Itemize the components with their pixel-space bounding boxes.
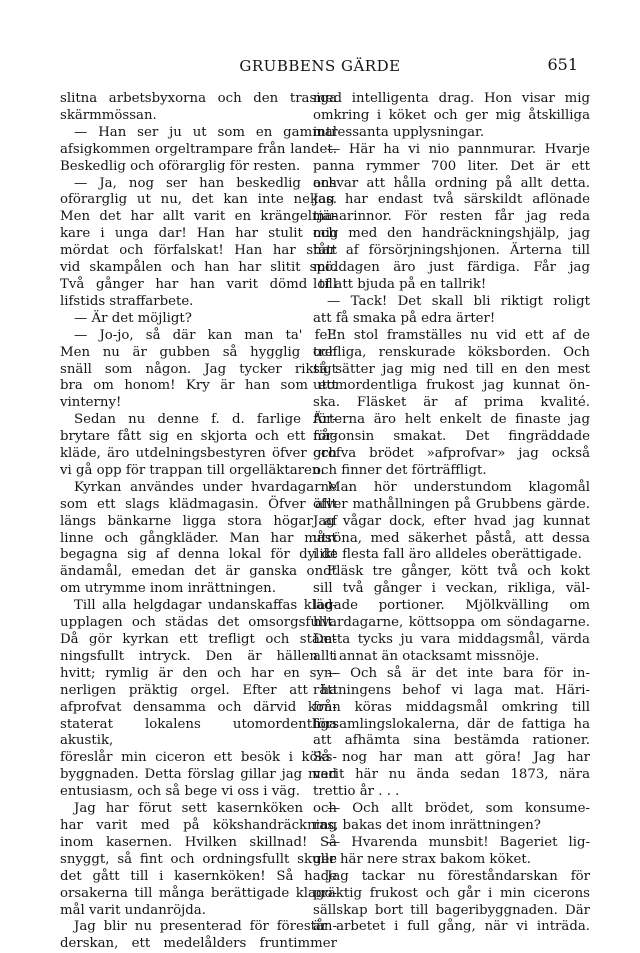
text-line: oförarglig ut nu, det kan inte nekas. bbox=[60, 192, 337, 208]
text-line: Jag vågar dock, efter hvad jag kunnat bbox=[313, 513, 590, 529]
text-line: — Är det möjligt? bbox=[74, 310, 192, 326]
text-line: hvitt; rymlig är den och har en syn- bbox=[60, 665, 337, 681]
text-line: om utrymme inom inrättningen. bbox=[60, 581, 276, 597]
text-line: lifstids straffarbete. bbox=[60, 293, 194, 309]
text-line: Jag tackar nu föreståndarskan för bbox=[327, 868, 590, 884]
text-line: — Jo-jo, så där kan man ta' fel! bbox=[74, 327, 337, 343]
text-line: att afhämta sina bestämda rationer. bbox=[313, 733, 590, 749]
text-line: mig med den handräckningshjälp, jag bbox=[313, 226, 590, 242]
text-line: — Tack! Det skall bli riktigt roligt bbox=[327, 293, 590, 309]
text-line: Jag blir nu presenterad för förestån- bbox=[74, 919, 337, 935]
text-line: Sedan nu denne f. d. farlige för- bbox=[74, 412, 337, 428]
page-number: 651 bbox=[547, 55, 578, 74]
text-line: Två gånger har han varit dömd till bbox=[60, 276, 337, 292]
text-line: Jag har endast två särskildt aflönade bbox=[313, 192, 590, 208]
text-line: slitna arbetsbyxorna och den trasiga bbox=[60, 91, 337, 106]
text-line: utröna, med säkerhet påstå, att dessa bbox=[313, 530, 590, 546]
text-line: — Ja, nog ser han beskedlig och bbox=[74, 175, 337, 191]
text-line: omkring i köket och ger mig åtskilliga bbox=[313, 107, 590, 123]
text-line: afsigkommen orgeltrampare från landet. bbox=[60, 141, 337, 157]
text-line: bra om honom! Kry är han som ett bbox=[60, 378, 337, 394]
text-line: så sätter jag mig ned till en den mest bbox=[313, 361, 590, 377]
text-line: nerligen präktig orgel. Efter att ha bbox=[60, 682, 337, 698]
text-line: afprofvat densamma och därvid kon- bbox=[60, 699, 337, 715]
text-line: — Hvarenda munsbit! Bageriet lig- bbox=[327, 834, 590, 850]
text-line: upplagen och städas det omsorgsfullt. bbox=[60, 615, 337, 631]
text-line: kläde, äro utdelningsbestyren öfver och bbox=[60, 446, 337, 462]
text-line: mål varit undanröjda. bbox=[60, 902, 206, 918]
text-line: panna rymmer 700 liter. Det är ett bbox=[313, 158, 590, 174]
text-line: trettio år . . . bbox=[313, 784, 400, 800]
text-line: skärmmössan. bbox=[60, 107, 157, 123]
text-line: sällskap bort till bageribyggnaden. Där bbox=[313, 902, 590, 918]
text-line: det gått till i kasernköken! Så hade bbox=[60, 868, 337, 884]
text-line: Så nog har man att göra! Jag har bbox=[313, 750, 590, 766]
text-line: varit här nu ända sedan 1873, nära bbox=[313, 767, 590, 783]
text-line: har af försörjningshjonen. Ärterna till bbox=[313, 243, 590, 259]
text-line: grofva brödet »afprofvar» jag också bbox=[313, 446, 590, 462]
text-line: entusiasm, och så bege vi oss i väg. bbox=[60, 784, 300, 800]
text-line: middagen äro just färdiga. Får jag bbox=[313, 260, 590, 276]
text-line: som ett slags klädmagasin. Öfver allt bbox=[60, 496, 337, 512]
text-line: snäll som någon. Jag tycker riktigt bbox=[60, 361, 337, 377]
text-line: begagna sig af denna lokal för dylikt bbox=[60, 547, 337, 563]
text-line: — Och så är det inte bara för in- bbox=[327, 665, 590, 681]
running-header bbox=[0, 54, 640, 80]
text-line: och finner det förträffligt. bbox=[313, 462, 487, 478]
text-line: Detta tycks ju vara middagsmål, värda bbox=[313, 632, 590, 647]
text-line: intressanta upplysningar. bbox=[313, 124, 485, 140]
text-line: — Här ha vi nio pannmurar. Hvarje bbox=[327, 141, 590, 157]
text-line: staterat lokalens utomordentliga akustik, bbox=[60, 716, 337, 749]
text-line: vinterny! bbox=[60, 395, 122, 411]
text-line: Men det har allt varit en krängelma- bbox=[60, 209, 337, 225]
text-line: församlingslokalerna, där de fattiga ha bbox=[313, 716, 590, 732]
text-line: ger här nere strax bakom köket. bbox=[313, 851, 531, 867]
text-line: Jag har förut sett kasernköken och bbox=[74, 801, 337, 817]
text-line: Då gör kyrkan ett trefligt och stäm- bbox=[60, 632, 337, 647]
text-line: ras, bakas det inom inrättningen? bbox=[313, 817, 541, 833]
text-line: orsakerna till många berättigade klago- bbox=[60, 885, 337, 901]
text-line: allt annat än otacksamt missnöje. bbox=[313, 648, 540, 664]
text-line: rättningens behof vi laga mat. Häri- bbox=[313, 682, 590, 698]
text-line: är arbetet i full gång, när vi inträda. bbox=[313, 919, 590, 935]
text-line: — Han ser ju ut som en gammal bbox=[74, 124, 337, 140]
text-line: ansvar att hålla ordning på allt detta. bbox=[313, 175, 590, 191]
text-line: sill två gånger i veckan, rikliga, väl- bbox=[313, 581, 590, 597]
text-line: vi gå opp för trappan till orgelläktaren. bbox=[60, 462, 325, 478]
text-line: längs bänkarne ligga stora högar af bbox=[60, 513, 337, 529]
text-line: tjänarinnor. För resten får jag reda bbox=[313, 209, 590, 225]
text-line: hvardagarne, köttsoppa om söndagarne. bbox=[313, 615, 590, 631]
text-line: från köras middagsmål omkring till bbox=[313, 699, 590, 715]
text-line: lagade portioner. Mjölkvälling om bbox=[313, 598, 590, 614]
text-line: Till alla helgdagar undanskaffas kläd- bbox=[74, 598, 337, 614]
text-line: utomordentliga frukost jag kunnat ön- bbox=[313, 378, 590, 394]
text-line: har varit med på kökshandräckning bbox=[60, 817, 337, 833]
text-line: Kyrkan användes under hvardagarne bbox=[74, 479, 337, 495]
text-line: inom kasernen. Hvilken skillnad! Så bbox=[60, 834, 337, 850]
text-line: med intelligenta drag. Hon visar mig bbox=[313, 91, 590, 106]
text-line: vid skampålen och han har slitit spö. bbox=[60, 260, 337, 276]
text-line: trefliga, renskurade köksborden. Och bbox=[313, 344, 590, 360]
text-line: linne och gångkläder. Man har måst bbox=[60, 530, 337, 546]
text-line: — Och allt brödet, som konsume- bbox=[327, 801, 590, 817]
text-line: i de flesta fall äro alldeles oberättigade. bbox=[313, 547, 582, 563]
text-line: Beskedlig och oförarglig för resten. bbox=[60, 158, 301, 174]
text-line: Men nu är gubben så hygglig och bbox=[60, 344, 337, 360]
text-line: Fläsk tre gånger, kött två och kokt bbox=[327, 564, 590, 580]
text-line: någonsin smakat. Det fingräddade bbox=[313, 429, 590, 445]
right-column bbox=[313, 91, 590, 936]
running-title: GRUBBENS GÄRDE bbox=[239, 57, 401, 75]
text-line: Ärterna äro helt enkelt de finaste jag bbox=[313, 412, 590, 428]
text-line: brytare fått sig en skjorta och ett för- bbox=[60, 429, 337, 445]
text-line: föreslår min ciceron ett besök i köks- bbox=[60, 750, 337, 766]
text-line: öfver mathållningen på Grubbens gärde. bbox=[313, 496, 590, 512]
text-line: derskan, ett medelålders fruntimmer bbox=[60, 936, 337, 952]
text-line: En stol framställes nu vid ett af de bbox=[327, 327, 590, 343]
text-line: byggnaden. Detta förslag gillar jag med bbox=[60, 767, 337, 783]
text-line: att få smaka på edra ärter! bbox=[313, 310, 496, 326]
left-column bbox=[60, 91, 337, 953]
text-line: mördat och förfalskat! Han har stått bbox=[60, 243, 337, 259]
text-line: ändamål, emedan det är ganska ondt bbox=[60, 564, 337, 580]
text-line: Man hör understundom klagomål bbox=[327, 479, 590, 495]
text-line: lof att bjuda på en tallrik! bbox=[313, 276, 487, 292]
text-line: ska. Fläsket är af prima kvalité. bbox=[313, 395, 590, 411]
text-line: snyggt, så fint och ordningsfullt skulle bbox=[60, 851, 337, 867]
text-line: präktig frukost och går i min cicerons bbox=[313, 885, 590, 901]
text-line: ningsfullt intryck. Den är hällen i bbox=[60, 648, 337, 664]
text-line: kare i unga dar! Han har stulit och bbox=[60, 226, 337, 242]
